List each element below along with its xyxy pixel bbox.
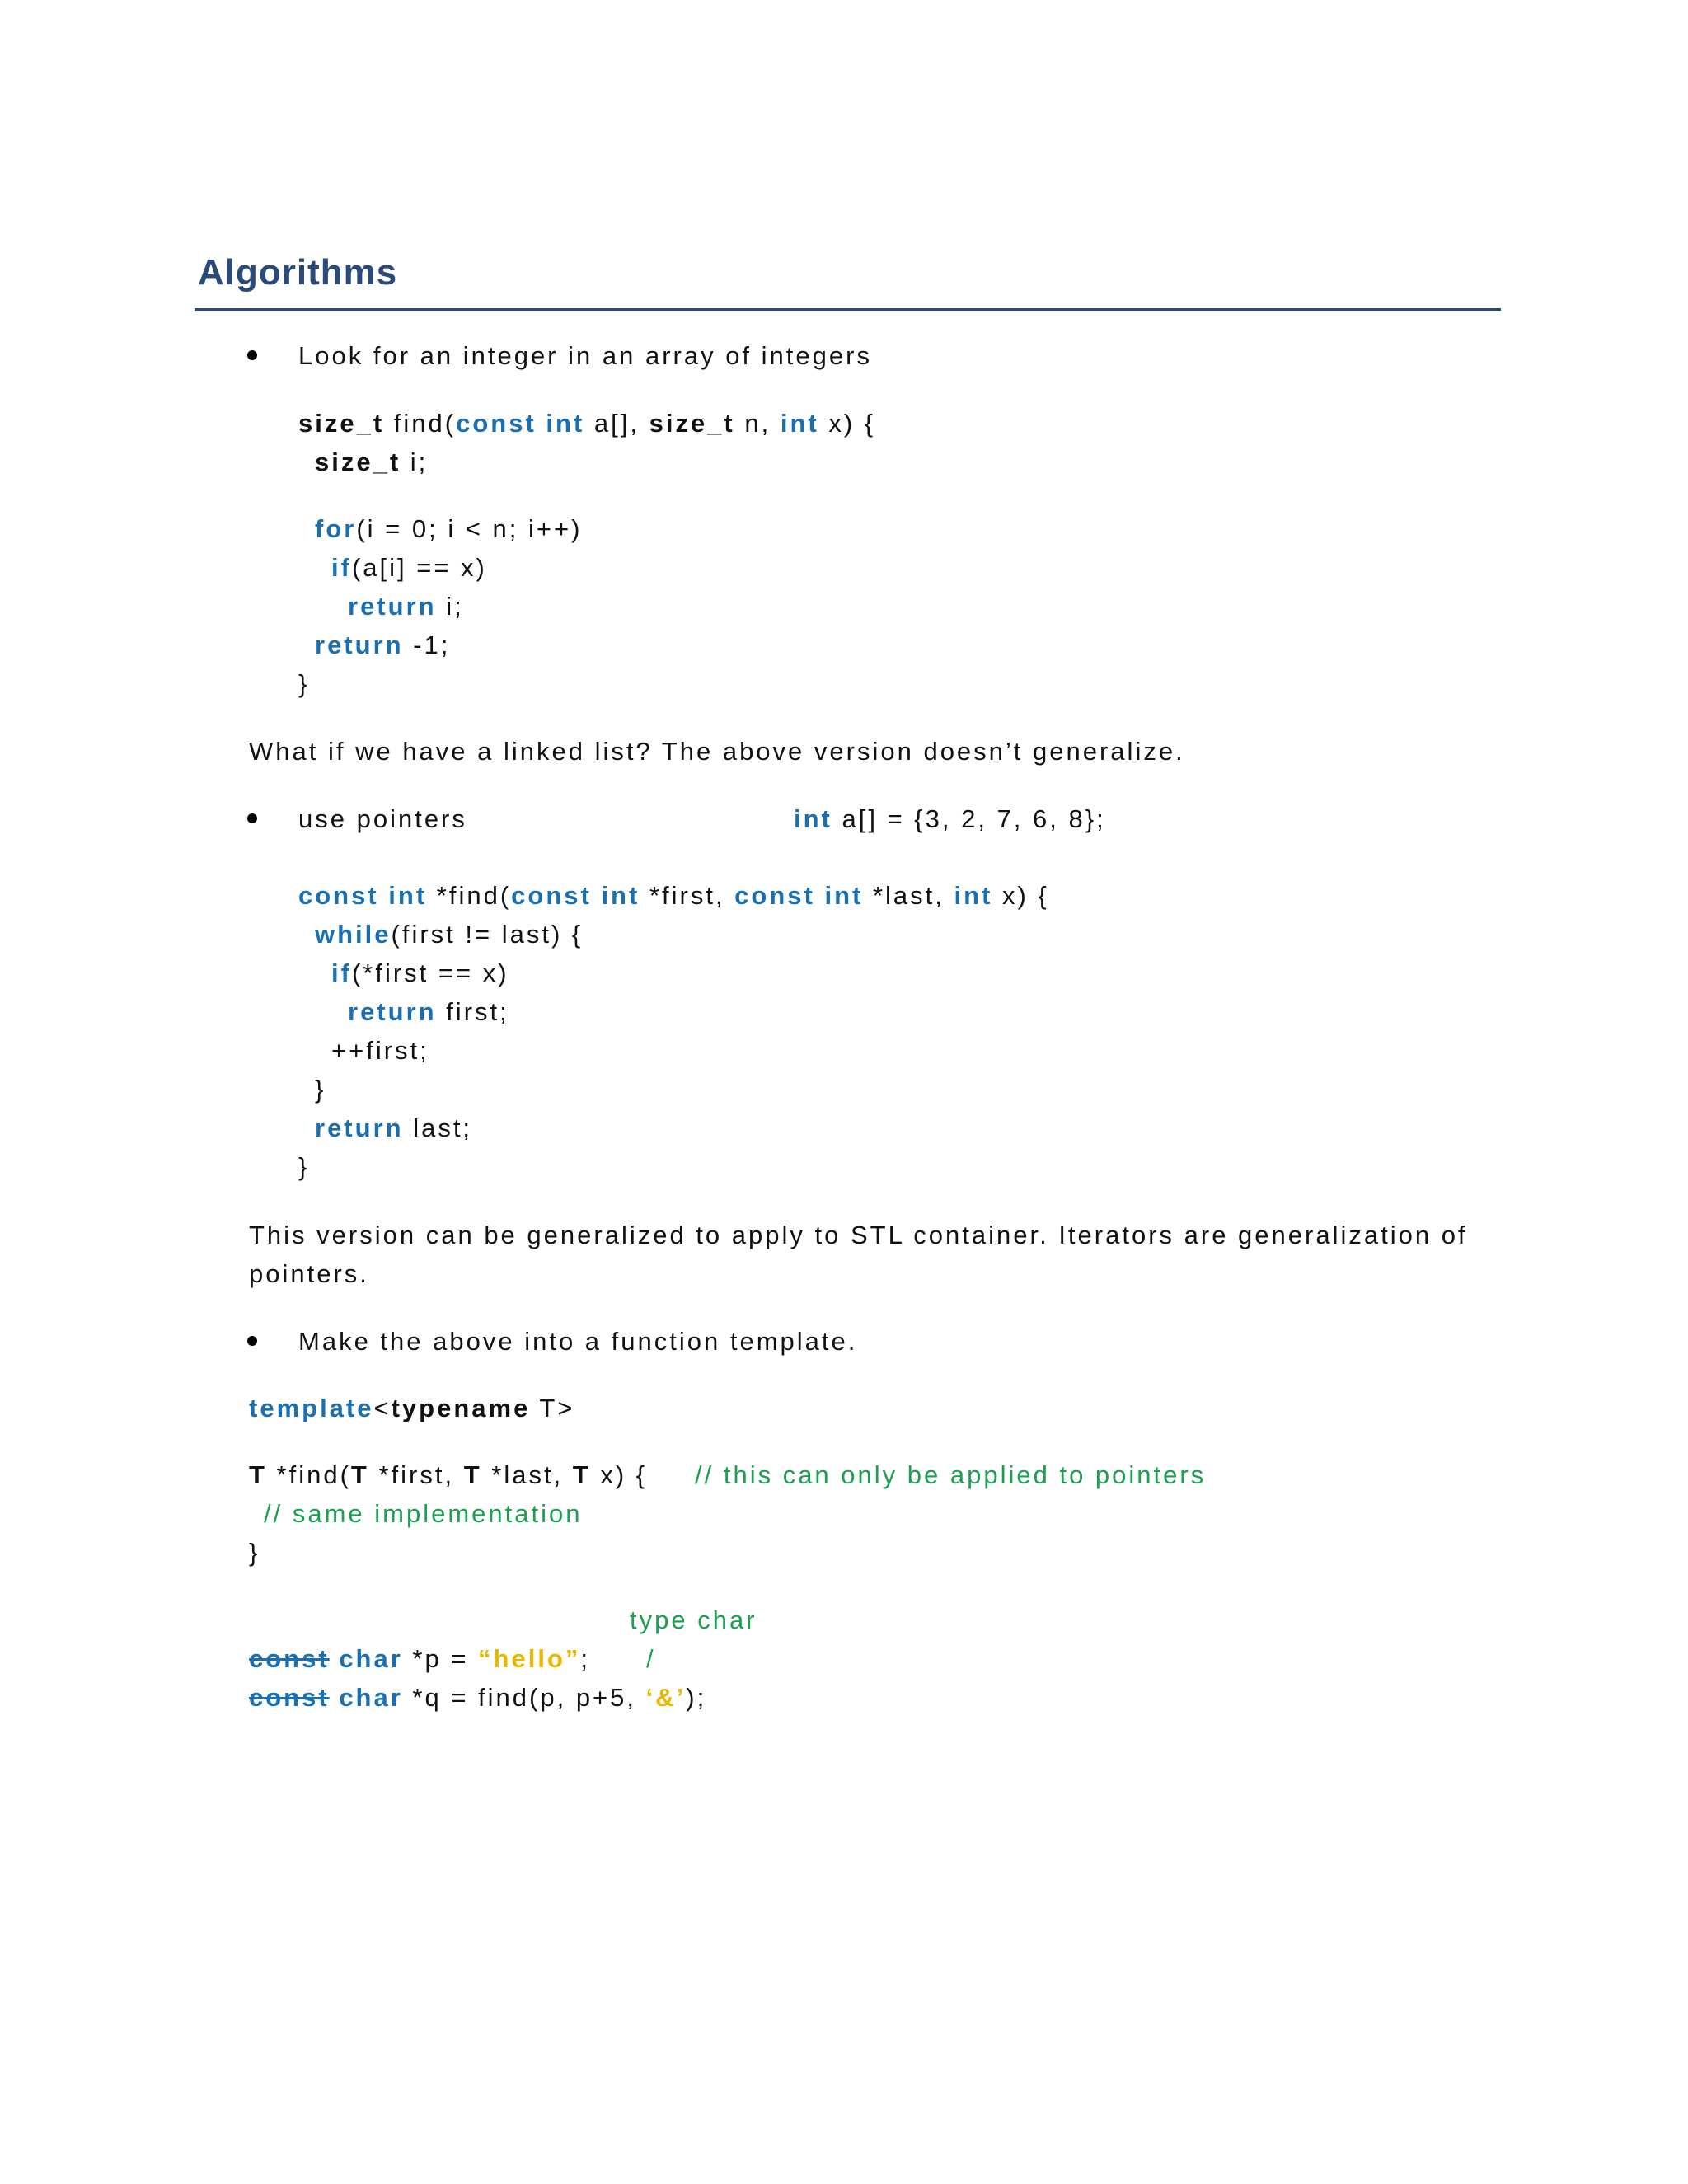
- code-line: [249, 1643, 590, 1675]
- code-line: [315, 918, 583, 951]
- code-text: x) {: [590, 1460, 648, 1489]
- code-text: n,: [734, 409, 781, 438]
- code-keyword: char: [339, 1683, 403, 1712]
- code-text: find(: [384, 409, 457, 438]
- code-keyword: return: [315, 630, 404, 659]
- code-text: -1;: [403, 630, 451, 659]
- code-text: (a[i] == x): [351, 553, 487, 582]
- code-line: [348, 590, 464, 623]
- bullet-text: use pointers: [298, 804, 467, 833]
- code-keyword: if: [331, 958, 352, 987]
- code-line: }: [298, 1152, 310, 1181]
- code-type: T: [249, 1460, 267, 1489]
- code-keyword: const int: [511, 881, 640, 910]
- code-text: (*first == x): [351, 958, 509, 987]
- code-keyword: template: [249, 1394, 374, 1422]
- code-text: );: [686, 1683, 707, 1712]
- code-line: [315, 513, 582, 546]
- code-keyword: const int: [734, 881, 864, 910]
- code-type: size_t: [315, 448, 401, 476]
- code-keyword: const int: [456, 409, 585, 438]
- code-line: [315, 1112, 472, 1145]
- code-line: [331, 551, 487, 584]
- bullet-text: Look for an integer in an array of integers: [298, 341, 872, 370]
- code-text: *find(: [266, 1460, 351, 1489]
- code-type: size_t: [649, 409, 735, 438]
- code-text: [330, 1644, 340, 1673]
- code-type: typename: [391, 1394, 531, 1422]
- code-keyword: return: [348, 997, 437, 1026]
- code-text: ;: [580, 1644, 591, 1673]
- bullet-dot: [247, 350, 257, 360]
- code-type: T: [350, 1460, 369, 1489]
- code-text: a[],: [584, 409, 649, 438]
- code-text: *p =: [402, 1644, 479, 1673]
- code-text: *last,: [863, 881, 954, 910]
- code-line: [315, 629, 450, 662]
- code-line: }: [315, 1075, 326, 1104]
- code-line: [348, 996, 509, 1029]
- annotation-note: type char: [630, 1605, 757, 1634]
- code-text: last;: [403, 1113, 473, 1142]
- code-line: [315, 446, 428, 479]
- paragraph-text: This version can be generalized to apply to STL container. Iterators are generalization of: [249, 1221, 1468, 1249]
- bullet-dot: [247, 1336, 257, 1346]
- string-literal: “hello”: [478, 1644, 581, 1673]
- bullet-dot: [247, 813, 257, 823]
- code-keyword: while: [315, 920, 392, 949]
- code-keyword: for: [315, 514, 357, 543]
- char-literal: ‘&’: [645, 1683, 687, 1712]
- code-text: <: [373, 1394, 392, 1422]
- code-text: x) {: [992, 881, 1049, 910]
- code-text: [330, 1683, 340, 1712]
- paragraph-text: pointers.: [249, 1259, 369, 1288]
- code-line: [249, 1681, 706, 1714]
- code-line: [298, 879, 1049, 912]
- struck-keyword: const: [249, 1683, 330, 1712]
- code-type: T: [463, 1460, 482, 1489]
- code-line: [249, 1392, 574, 1425]
- code-text: *last,: [481, 1460, 573, 1489]
- code-text: *find(: [427, 881, 512, 910]
- code-keyword: int: [780, 409, 819, 438]
- code-comment: // same implementation: [264, 1499, 583, 1528]
- paragraph-text: What if we have a linked list? The above version doesn’t generalize.: [249, 737, 1185, 766]
- bullet-text: Make the above into a function template.: [298, 1327, 858, 1356]
- code-comment: // this can only be applied to pointers: [695, 1460, 1207, 1489]
- code-keyword: if: [331, 553, 352, 582]
- code-type: T: [572, 1460, 591, 1489]
- code-text: (first != last) {: [391, 920, 584, 949]
- code-keyword: return: [348, 592, 437, 621]
- code-line: [249, 1459, 647, 1492]
- code-line: }: [298, 669, 310, 698]
- heading-underline: [195, 308, 1501, 311]
- code-line: ++first;: [331, 1036, 429, 1065]
- code-keyword: char: [339, 1644, 403, 1673]
- code-text: i;: [436, 592, 464, 621]
- struck-keyword: const: [249, 1644, 330, 1673]
- section-heading: Algorithms: [198, 252, 398, 293]
- code-line: [331, 957, 509, 990]
- code-text: *first,: [640, 881, 735, 910]
- code-text: *first,: [368, 1460, 464, 1489]
- annotation-arrow: /: [646, 1644, 656, 1673]
- code-keyword: return: [315, 1113, 404, 1142]
- code-text: T>: [530, 1394, 575, 1422]
- code-keyword: int: [794, 804, 832, 833]
- code-text: a[] = {3, 2, 7, 6, 8};: [832, 804, 1106, 833]
- code-text: (i = 0; i < n; i++): [356, 514, 583, 543]
- code-keyword: int: [954, 881, 993, 910]
- code-keyword: const int: [298, 881, 428, 910]
- code-line: [298, 407, 875, 440]
- code-text: *q = find(p, p+5,: [402, 1683, 646, 1712]
- code-line: [794, 803, 1106, 836]
- code-text: x) {: [818, 409, 876, 438]
- code-line: }: [249, 1538, 260, 1567]
- code-text: i;: [401, 448, 429, 476]
- code-text: first;: [436, 997, 509, 1026]
- code-type: size_t: [298, 409, 385, 438]
